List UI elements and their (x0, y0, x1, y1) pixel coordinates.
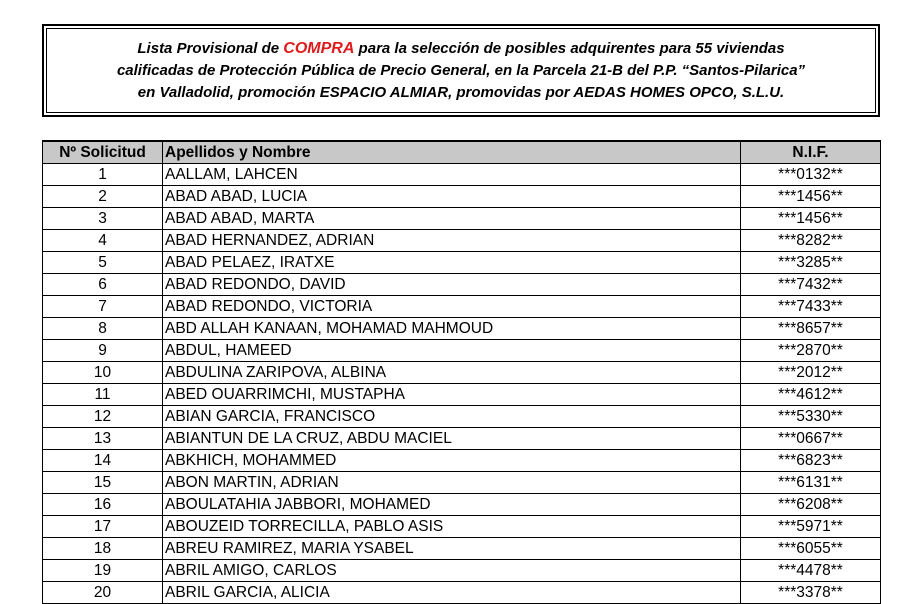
cell-solicitud: 15 (43, 472, 163, 494)
cell-solicitud: 19 (43, 560, 163, 582)
table-row (43, 318, 881, 340)
cell-nif: ***8657** (741, 318, 881, 340)
table-header-row (43, 141, 881, 164)
cell-solicitud: 4 (43, 230, 163, 252)
header-nombre: Apellidos y Nombre (163, 141, 741, 164)
title-line-2: calificadas de Protección Pública de Precio General, en la Parcela 21-B del P.P. “Santos-Pilarica” (116, 61, 806, 79)
table-row (43, 428, 881, 450)
cell-nif: ***3285** (741, 252, 881, 274)
cell-nombre: ABRIL AMIGO, CARLOS (163, 560, 741, 582)
cell-nif: ***7432** (741, 274, 881, 296)
table-row (43, 472, 881, 494)
cell-solicitud: 14 (43, 450, 163, 472)
cell-nif: ***2012** (741, 362, 881, 384)
cell-nif: ***7433** (741, 296, 881, 318)
cell-solicitud: 10 (43, 362, 163, 384)
cell-nombre: ABOUZEID TORRECILLA, PABLO ASIS (163, 516, 741, 538)
cell-nombre: ABAD ABAD, LUCIA (163, 186, 741, 208)
cell-nif: ***6823** (741, 450, 881, 472)
cell-solicitud: 11 (43, 384, 163, 406)
cell-nif: ***2870** (741, 340, 881, 362)
cell-nombre: ABRIL GARCIA, ALICIA (163, 582, 741, 604)
cell-nombre: ABDUL, HAMEED (163, 340, 741, 362)
applicants-table (42, 140, 881, 604)
cell-nif: ***6131** (741, 472, 881, 494)
cell-nombre: ABAD ABAD, MARTA (163, 208, 741, 230)
cell-nombre: ABAD REDONDO, DAVID (163, 274, 741, 296)
title-line-3: en Valladolid, promoción ESPACIO ALMIAR, promovidas por AEDAS HOMES OPCO, S.L.U. (137, 83, 785, 101)
cell-nif: ***5330** (741, 406, 881, 428)
table-row (43, 406, 881, 428)
cell-nombre: ABAD PELAEZ, IRATXE (163, 252, 741, 274)
cell-nombre: ABDULINA ZARIPOVA, ALBINA (163, 362, 741, 384)
cell-nif: ***6208** (741, 494, 881, 516)
title-highlight-compra: COMPRA (283, 39, 355, 57)
cell-solicitud: 5 (43, 252, 163, 274)
table-row (43, 560, 881, 582)
cell-solicitud: 6 (43, 274, 163, 296)
cell-nif: ***1456** (741, 208, 881, 230)
table-row (43, 164, 881, 186)
cell-nif: ***3378** (741, 582, 881, 604)
table-row (43, 296, 881, 318)
table-row (43, 450, 881, 472)
header-nif: N.I.F. (741, 141, 881, 164)
table-row (43, 384, 881, 406)
table-row (43, 230, 881, 252)
cell-nif: ***4478** (741, 560, 881, 582)
cell-nombre: AALLAM, LAHCEN (163, 164, 741, 186)
cell-solicitud: 7 (43, 296, 163, 318)
title-line-1-before: Lista Provisional de (137, 39, 284, 57)
cell-solicitud: 16 (43, 494, 163, 516)
cell-nombre: ABED OUARRIMCHI, MUSTAPHA (163, 384, 741, 406)
cell-solicitud: 3 (43, 208, 163, 230)
table-row (43, 494, 881, 516)
cell-solicitud: 18 (43, 538, 163, 560)
cell-solicitud: 9 (43, 340, 163, 362)
cell-nombre: ABD ALLAH KANAAN, MOHAMAD MAHMOUD (163, 318, 741, 340)
cell-nombre: ABIANTUN DE LA CRUZ, ABDU MACIEL (163, 428, 741, 450)
table-row (43, 538, 881, 560)
title-line-1-after: para la selección de posibles adquirentes para 55 viviendas (354, 39, 785, 57)
cell-nombre: ABREU RAMIREZ, MARIA YSABEL (163, 538, 741, 560)
cell-nombre: ABOULATAHIA JABBORI, MOHAMED (163, 494, 741, 516)
cell-solicitud: 13 (43, 428, 163, 450)
cell-nombre: ABKHICH, MOHAMMED (163, 450, 741, 472)
document-title (46, 28, 876, 113)
cell-solicitud: 17 (43, 516, 163, 538)
cell-nif: ***6055** (741, 538, 881, 560)
cell-nombre: ABAD REDONDO, VICTORIA (163, 296, 741, 318)
cell-nif: ***8282** (741, 230, 881, 252)
cell-nif: ***5971** (741, 516, 881, 538)
table-row (43, 208, 881, 230)
table-row (43, 252, 881, 274)
cell-solicitud: 2 (43, 186, 163, 208)
table-row (43, 516, 881, 538)
header-solicitud: Nº Solicitud (43, 141, 163, 164)
cell-nif: ***4612** (741, 384, 881, 406)
cell-solicitud: 1 (43, 164, 163, 186)
cell-nombre: ABIAN GARCIA, FRANCISCO (163, 406, 741, 428)
table-row (43, 582, 881, 604)
cell-nif: ***0132** (741, 164, 881, 186)
cell-nif: ***1456** (741, 186, 881, 208)
table-row (43, 340, 881, 362)
cell-nombre: ABAD HERNANDEZ, ADRIAN (163, 230, 741, 252)
table-body (43, 164, 881, 604)
table-row (43, 274, 881, 296)
document-title-box (42, 24, 880, 117)
cell-solicitud: 12 (43, 406, 163, 428)
cell-nombre: ABON MARTIN, ADRIAN (163, 472, 741, 494)
table-row (43, 186, 881, 208)
cell-solicitud: 20 (43, 582, 163, 604)
cell-nif: ***0667** (741, 428, 881, 450)
cell-solicitud: 8 (43, 318, 163, 340)
title-line-1 (137, 38, 784, 60)
table-row (43, 362, 881, 384)
